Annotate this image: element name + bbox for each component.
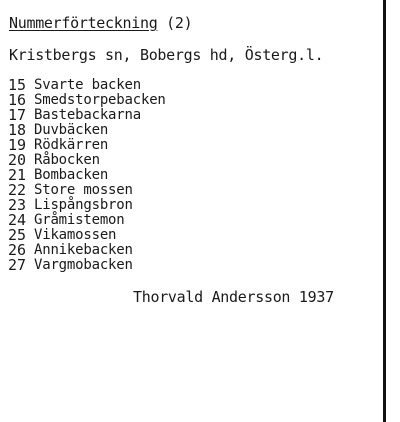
entry-number: 16: [8, 91, 27, 109]
list-item: [8, 108, 166, 123]
entry-name: Store mossen: [34, 182, 133, 198]
entry-name: Bombacken: [34, 167, 109, 183]
card-edge-line: [383, 0, 386, 422]
entry-number: 17: [8, 106, 27, 124]
entry-number: 27: [8, 256, 27, 274]
list-item: [8, 153, 166, 168]
location-line: Kristbergs sn, Bobergs hd, Österg.l.: [9, 46, 324, 64]
entry-number: 23: [8, 196, 27, 214]
entry-name: Vikamossen: [34, 227, 117, 243]
entry-number: 26: [8, 241, 27, 259]
entry-number: 19: [8, 136, 27, 154]
entry-number: 25: [8, 226, 27, 244]
list-item: [8, 123, 166, 138]
entry-name: Bastebackarna: [34, 107, 141, 123]
entry-name: Gråmistemon: [34, 212, 125, 228]
list-item: [8, 213, 166, 228]
entry-number: 15: [8, 76, 27, 94]
entry-name: Vargmobacken: [34, 257, 133, 273]
entry-name: Svarte backen: [34, 77, 141, 93]
list-item: [8, 93, 166, 108]
entry-name: Annikebacken: [34, 242, 133, 258]
list-item: [8, 258, 166, 273]
entry-number: 18: [8, 121, 27, 139]
list-item: [8, 243, 166, 258]
list-item: [8, 183, 166, 198]
entry-number: 20: [8, 151, 27, 169]
entry-name: Lispångsbron: [34, 197, 133, 213]
entry-list: [8, 78, 166, 273]
card-heading: [9, 14, 192, 32]
list-item: [8, 168, 166, 183]
entry-name: Duvbäcken: [34, 122, 109, 138]
list-item: [8, 198, 166, 213]
list-item: [8, 78, 166, 93]
entry-number: 22: [8, 181, 27, 199]
card-title: Nummerförteckning: [9, 14, 158, 32]
entry-name: Råbocken: [34, 152, 100, 168]
list-item: [8, 228, 166, 243]
entry-name: Smedstorpebacken: [34, 92, 166, 108]
list-item: [8, 138, 166, 153]
entry-number: 21: [8, 166, 27, 184]
signature-line: Thorvald Andersson 1937: [133, 288, 334, 306]
card-title-suffix: (2): [166, 14, 193, 32]
entry-number: 24: [8, 211, 27, 229]
entry-name: Rödkärren: [34, 137, 109, 153]
